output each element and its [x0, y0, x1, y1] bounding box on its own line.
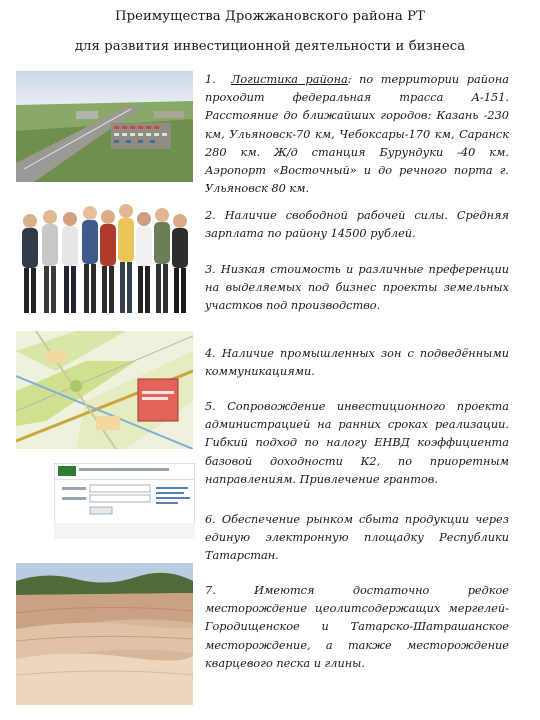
item-logistics	[205, 71, 509, 198]
item-industrial-zones: 4. Наличие промышленных зон с подведёнными коммуникациями.	[205, 347, 509, 379]
item-land-cost: 3. Низкая стоимость и различные преференции на выделяемых под бизнес проекты земельных участков под производство.	[205, 263, 509, 313]
item-keyword: Логистика района	[230, 73, 348, 86]
page-title: Преимущества Дрожжановского района РТ	[114, 9, 425, 24]
industrial-zone-plan	[16, 331, 193, 449]
quarry-photo	[16, 563, 193, 705]
electronic-platform-screenshot	[54, 463, 195, 539]
workers-group-photo	[16, 199, 193, 318]
item-deposits: 7. Имеются достаточно редкое месторождение цеолитсодержащих мергелей- Городищенское и Татарско-Шатрашанское месторождение, а также месторождение кварцевого песка и глины.	[205, 584, 509, 670]
highway-aerial-photo	[16, 71, 193, 182]
item-workforce: 2. Наличие свободной рабочей силы. Средняя зарплата по району 14500 рублей.	[205, 209, 509, 241]
page-subtitle: для развития инвестиционной деятельности и бизнеса	[74, 39, 466, 54]
item-number: 1.	[205, 73, 216, 86]
item-text: : по территории района проходит федеральная трасса А-151. Расстояние до ближайших городов: Казань -230 км, Ульяновск-70 км, Чебоксары-170 км, Саранск 280 км. Ж/д станция Бурундуки -40 км. Аэропорт «Восточный» и до речного порта г. Ульяновск 80 км.	[205, 73, 510, 196]
item-project-support: 5. Сопровождение инвестиционного проекта администрацией на ранних сроках реализации. Гибкий подход по налогу ЕНВД коэффициента базовой доходности К2, по приоретным направлениям. Привлечение грантов.	[205, 400, 509, 486]
item-market: 6. Обеспечение рынком сбыта продукции через единую электронную площадку Республики Татарстан.	[205, 513, 509, 563]
